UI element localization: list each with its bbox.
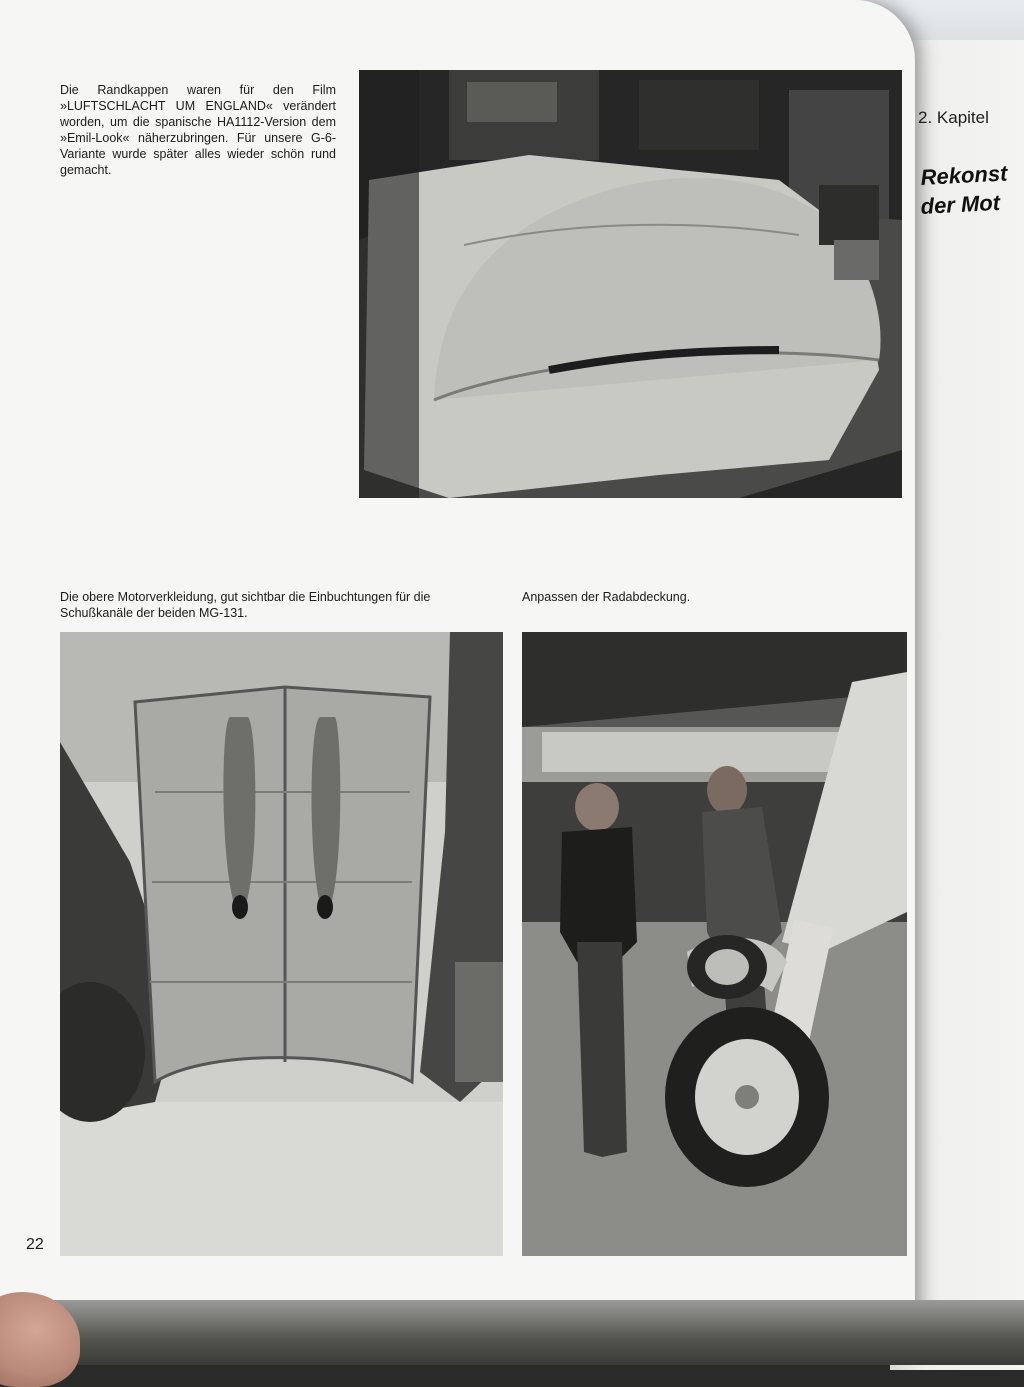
caption-engine-cowling-photo: Die obere Motorverkleidung, gut sichtbar die Einbuchtungen für die Schußkanäle der beiden MG-131.: [60, 590, 431, 620]
page-shadow: [0, 1300, 1024, 1365]
photo-wheel-cover-fitting: [522, 632, 907, 1256]
caption-wingtip-photo: Die Randkappen waren für den Film »LUFTSCHLACHT UM ENGLAND« verändert worden, um die spanische HA1112-Version dem »Emil-Look« näherzubringen. Für unsere G-6-Variante wurde später alles wieder schön rund gemacht.: [60, 83, 336, 177]
photo-engine-cowling: [60, 632, 503, 1256]
chapter-heading-line2: der Mot: [920, 189, 1001, 219]
chapter-label: 2. Kapitel: [918, 108, 989, 127]
caption-wheel-cover-photo: Anpassen der Radabdeckung.: [522, 590, 691, 604]
photo-wingtip-cap: [359, 70, 902, 498]
page-number: 22: [26, 1236, 44, 1253]
chapter-heading-line1: Rekonst: [920, 160, 1008, 190]
